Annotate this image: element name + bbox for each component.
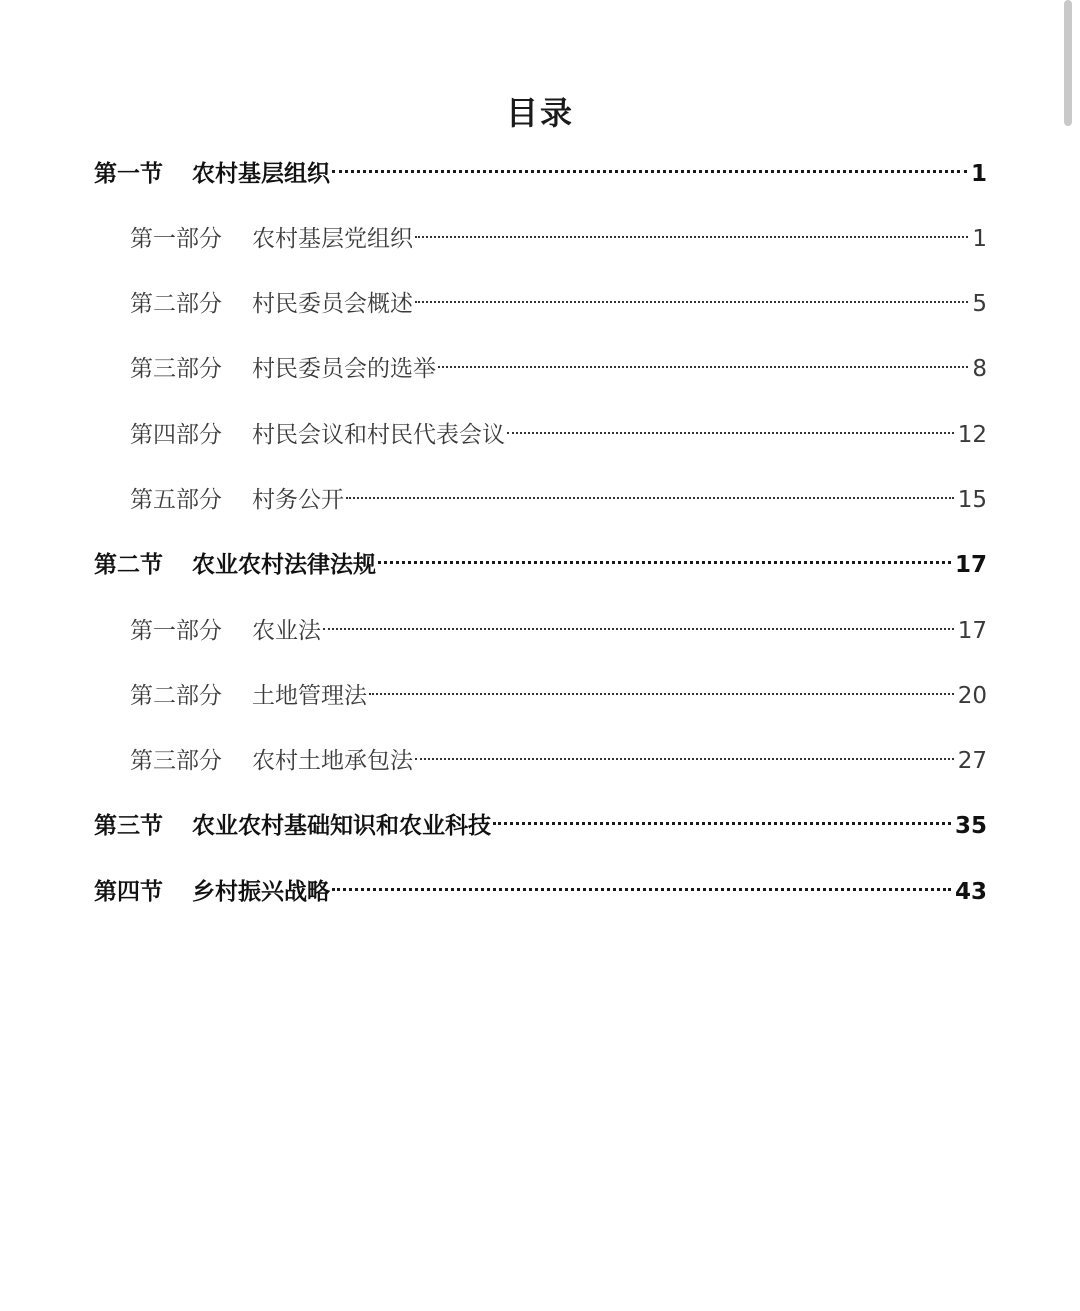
toc-entry-title: 村民会议和村民代表会议 <box>252 422 505 448</box>
toc-entry-page: 27 <box>957 748 987 774</box>
toc-entry-title: 村民委员会概述 <box>252 291 413 317</box>
toc-entry-section-2[interactable] <box>94 545 987 585</box>
toc-entry-number: 第三节 <box>94 813 163 839</box>
toc-entry-page: 15 <box>957 487 987 513</box>
dot-leader <box>332 169 967 173</box>
toc-entry-page: 12 <box>957 422 987 448</box>
toc-entry-page: 43 <box>954 879 987 905</box>
dot-leader <box>438 365 968 368</box>
toc-entry-number: 第一部分 <box>130 618 222 644</box>
toc-entry-part[interactable] <box>130 676 987 716</box>
toc-entry-part[interactable] <box>130 284 987 324</box>
toc-entry-page: 5 <box>972 291 987 317</box>
toc-entry-number: 第二部分 <box>130 683 222 709</box>
toc-entry-section-3[interactable] <box>94 806 987 846</box>
toc-entry-part[interactable] <box>130 415 987 455</box>
toc-entry-page: 17 <box>954 552 987 578</box>
dot-leader <box>415 757 954 760</box>
toc-entry-part[interactable] <box>130 219 987 259</box>
vertical-scrollbar[interactable] <box>1064 0 1072 126</box>
toc-entry-number: 第一节 <box>94 161 163 187</box>
toc-entry-page: 35 <box>954 813 987 839</box>
dot-leader <box>415 235 968 238</box>
dot-leader <box>332 887 951 891</box>
toc-entry-title: 农村土地承包法 <box>252 748 413 774</box>
toc-entry-page: 1 <box>970 161 987 187</box>
toc-entry-page: 1 <box>972 226 987 252</box>
toc-entry-title: 乡村振兴战略 <box>192 879 330 905</box>
toc-entry-part[interactable] <box>130 349 987 389</box>
dot-leader <box>369 692 954 695</box>
toc-entry-number: 第四节 <box>94 879 163 905</box>
toc-entry-part[interactable] <box>130 480 987 520</box>
toc-entry-title: 村务公开 <box>252 487 344 513</box>
toc-entry-number: 第一部分 <box>130 226 222 252</box>
toc-entry-title: 农业农村基础知识和农业科技 <box>192 813 491 839</box>
dot-leader <box>507 431 954 434</box>
toc-entry-page: 17 <box>957 618 987 644</box>
toc-entry-page: 20 <box>957 683 987 709</box>
toc-entry-title: 土地管理法 <box>252 683 367 709</box>
toc-entry-part[interactable] <box>130 611 987 651</box>
dot-leader <box>378 560 951 564</box>
dot-leader <box>493 821 951 825</box>
toc-entry-title: 农村基层党组织 <box>252 226 413 252</box>
toc-heading: 目录 <box>505 94 574 132</box>
toc-entry-title: 村民委员会的选举 <box>252 356 436 382</box>
toc-entry-number: 第二部分 <box>130 291 222 317</box>
toc-entry-section-1[interactable] <box>94 154 987 194</box>
toc-entry-title: 农村基层组织 <box>192 161 330 187</box>
toc-entry-number: 第四部分 <box>130 422 222 448</box>
toc-entry-title: 农业农村法律法规 <box>192 552 376 578</box>
toc-entry-title: 农业法 <box>252 618 321 644</box>
toc-entry-number: 第二节 <box>94 552 163 578</box>
dot-leader <box>323 627 954 630</box>
dot-leader <box>415 300 968 303</box>
toc-entry-number: 第三部分 <box>130 748 222 774</box>
toc-entry-number: 第三部分 <box>130 356 222 382</box>
toc-entry-section-4[interactable] <box>94 872 987 912</box>
toc-entry-number: 第五部分 <box>130 487 222 513</box>
toc-entry-part[interactable] <box>130 741 987 781</box>
dot-leader <box>346 496 954 499</box>
toc-entry-page: 8 <box>972 356 987 382</box>
